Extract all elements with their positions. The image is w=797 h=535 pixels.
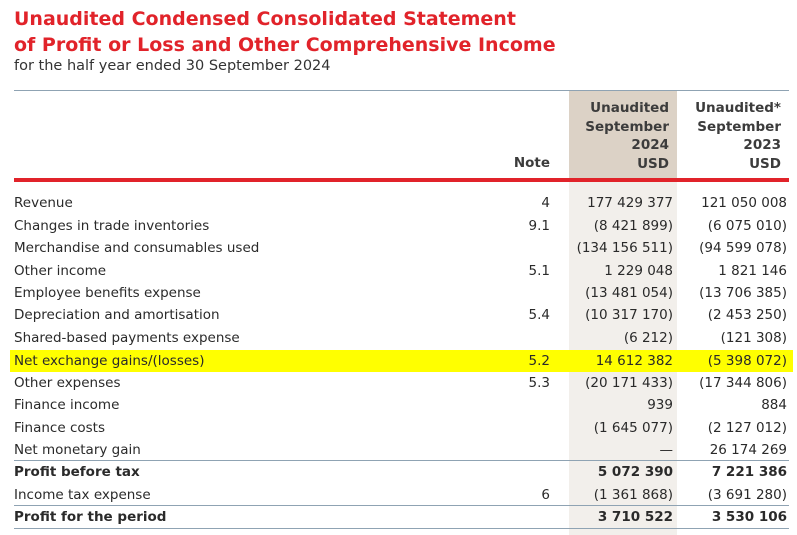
table-row — [0, 215, 797, 237]
value-2023: (121 308) — [720, 330, 787, 346]
header-text: Unaudited — [590, 100, 669, 116]
table-row-total — [0, 506, 797, 528]
row-label: Shared-based payments expense — [14, 330, 240, 346]
value-2023: (3 691 280) — [707, 487, 787, 503]
table-row-highlighted — [0, 350, 797, 372]
header-text: September — [697, 118, 781, 135]
value-2024: (1 361 868) — [593, 487, 673, 503]
value-2023: 26 174 269 — [709, 442, 787, 458]
statement-subtitle: for the half year ended 30 September 2024 — [14, 58, 331, 74]
statement-title-line1: Unaudited Condensed Consolidated Statement — [14, 8, 516, 30]
value-2024: (1 645 077) — [593, 420, 673, 436]
value-2024: 3 710 522 — [597, 509, 673, 525]
header-text: USD — [637, 155, 669, 172]
value-2023: (94 599 078) — [699, 240, 787, 256]
row-note: 5.2 — [528, 353, 550, 369]
value-2024: (13 481 054) — [585, 285, 673, 301]
bottom-rule — [14, 528, 789, 529]
row-note: 5.3 — [528, 375, 550, 391]
table-row — [0, 484, 797, 506]
row-label: Changes in trade inventories — [14, 218, 210, 234]
column-header-2024 — [569, 99, 669, 173]
value-2024: 14 612 382 — [595, 353, 673, 369]
row-note: 5.1 — [528, 263, 550, 279]
value-2023: (2 453 250) — [707, 307, 787, 323]
top-divider — [14, 90, 789, 91]
table-row — [0, 372, 797, 394]
value-2023: (17 344 806) — [699, 375, 787, 391]
table-row — [0, 304, 797, 326]
row-note: 5.4 — [528, 307, 550, 323]
row-label: Finance income — [14, 397, 120, 413]
value-2023: 121 050 008 — [701, 195, 787, 211]
value-2024: 5 072 390 — [597, 464, 673, 480]
value-2023: 884 — [761, 397, 787, 413]
value-2024: (8 421 899) — [593, 218, 673, 234]
row-label: Net monetary gain — [14, 442, 141, 458]
table-row-subtotal — [0, 461, 797, 483]
row-label: Profit before tax — [14, 464, 140, 480]
row-label: Merchandise and consumables used — [14, 240, 260, 256]
row-note: 6 — [541, 487, 550, 503]
note-column-header: Note — [513, 155, 550, 171]
table-row — [0, 439, 797, 461]
table-row — [0, 417, 797, 439]
statement-title-line2: of Profit or Loss and Other Comprehensive Income — [14, 34, 556, 56]
row-label: Other expenses — [14, 375, 121, 391]
value-2024: (134 156 511) — [576, 240, 673, 256]
table-row — [0, 237, 797, 259]
row-label: Income tax expense — [14, 487, 151, 503]
table-row — [0, 260, 797, 282]
value-2023: 1 821 146 — [718, 263, 787, 279]
table-row — [0, 394, 797, 416]
value-2023: 7 221 386 — [711, 464, 787, 480]
value-2023: (2 127 012) — [707, 420, 787, 436]
row-label: Revenue — [14, 195, 73, 211]
value-2024: 939 — [647, 397, 673, 413]
value-2024: — — [659, 442, 673, 458]
row-note: 9.1 — [528, 218, 550, 234]
value-2024: 177 429 377 — [587, 195, 673, 211]
value-2023: (13 706 385) — [699, 285, 787, 301]
row-label: Finance costs — [14, 420, 105, 436]
header-red-rule — [14, 178, 789, 182]
header-text: USD — [749, 155, 781, 172]
row-note: 4 — [541, 195, 550, 211]
row-label: Other income — [14, 263, 107, 279]
value-2024: (6 212) — [623, 330, 673, 346]
value-2023: (6 075 010) — [707, 218, 787, 234]
row-label: Profit for the period — [14, 509, 167, 525]
header-text: Unaudited* — [695, 100, 781, 116]
table-row — [0, 282, 797, 304]
table-row — [0, 327, 797, 349]
value-2024: 1 229 048 — [604, 263, 673, 279]
value-2023: (5 398 072) — [707, 353, 787, 369]
row-label: Net exchange gains/(losses) — [14, 353, 205, 369]
header-text: 2024 — [631, 137, 669, 153]
row-label: Depreciation and amortisation — [14, 307, 220, 323]
column-header-2023 — [677, 99, 781, 173]
table-row — [0, 192, 797, 214]
value-2024: (10 317 170) — [585, 307, 673, 323]
value-2024: (20 171 433) — [585, 375, 673, 391]
value-2023: 3 530 106 — [711, 509, 787, 525]
header-text: September — [585, 118, 669, 135]
row-label: Employee benefits expense — [14, 285, 201, 301]
header-text: 2023 — [743, 137, 781, 153]
